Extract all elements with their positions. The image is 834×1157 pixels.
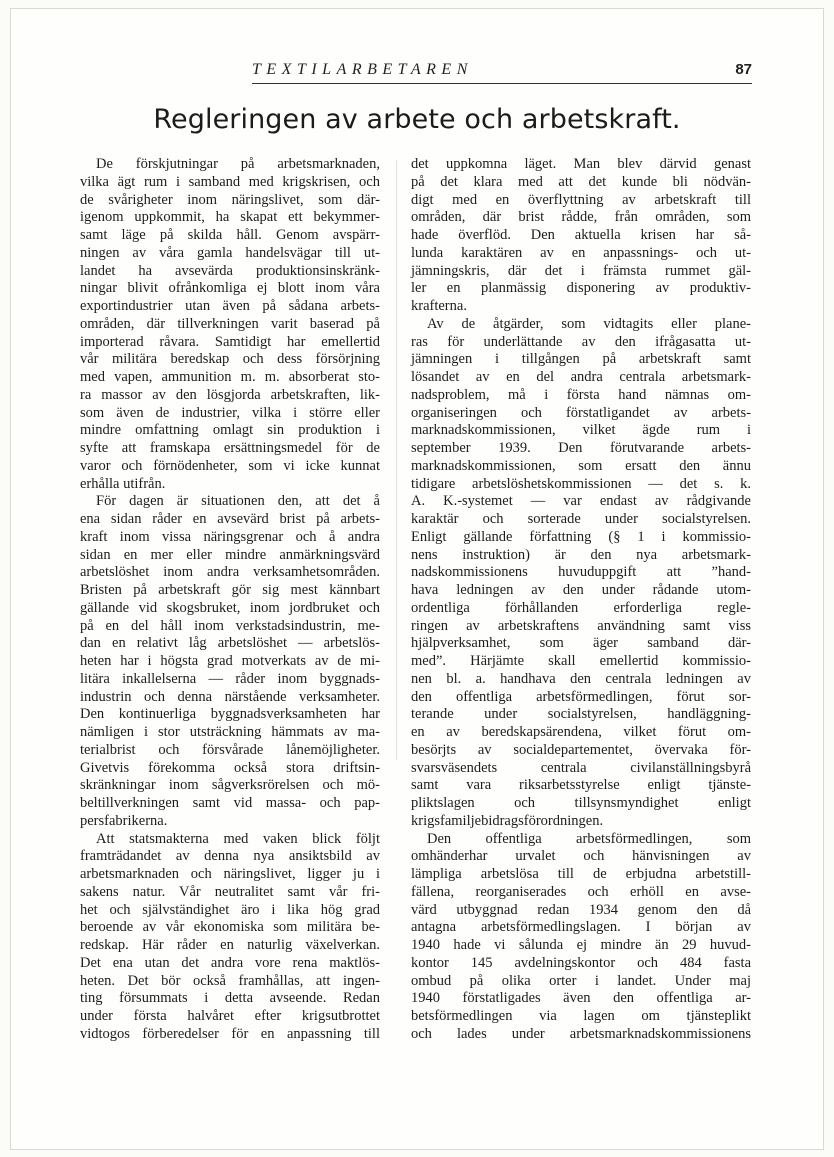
- left-column-line: Att statsmakterna med vaken blick följt: [96, 830, 380, 847]
- left-column-line: ningar blivit ofrånkomliga ej blott inom våra: [80, 280, 380, 297]
- right-column-line: det uppkomna läget. Man blev därvid genast: [411, 156, 751, 172]
- right-column-line: på det klara med att det kunde bli nödvän-: [411, 173, 751, 190]
- right-column-line: fällena, reorganiserades och erhöll en avse-: [411, 883, 751, 900]
- left-column-line: kraft inom vissa näringsgrenar och å andra: [80, 528, 380, 545]
- left-column-line: områden, där tillverkningen varit baserad på: [80, 315, 380, 332]
- left-column-line: arbetslöshet inom andra verksamhetsområden.: [80, 564, 380, 581]
- left-column-line: redskap. Här råder en naturlig växelverkan.: [80, 937, 380, 953]
- left-column-line: samt läge på skilda håll. Genom avspärr-: [80, 227, 380, 243]
- right-column-line: Av de åtgärder, som vidtagits eller plane-: [427, 315, 751, 332]
- right-column-line: svarsväsendets centrala civilanställningsbyrå: [411, 759, 751, 776]
- left-column-line: ningen av våra gamla handelsvägar till ut-: [80, 244, 380, 261]
- left-column-line: igenom uppkommit, ha skapat ett bekymmer-: [80, 209, 380, 226]
- right-column-line: jämningskris, där det i främsta rummet gäl-: [411, 262, 751, 279]
- right-column-line: krigsfamiljebidragsförordningen.: [411, 812, 604, 829]
- running-header: [252, 61, 752, 84]
- left-column-line: varor och förnödenheter, som vi icke kunnat: [80, 457, 380, 474]
- right-column-line: en av beredskapsärendena, vilket förut om-: [411, 724, 751, 740]
- left-column-line: mindre omfattning omlagt sin produktion i: [80, 422, 380, 439]
- left-column-line: under första halvåret efter krigsutbrottet: [80, 1008, 380, 1024]
- left-column-line: exportindustrier utan även på sådana arbets-: [80, 298, 380, 314]
- right-column-line: den offentliga arbetsförmedlingen, förut sor-: [411, 688, 751, 705]
- left-column-line: nämligen i stor utsträckning hämmats av ma-: [80, 724, 380, 740]
- left-column-line: industrin och denna närstående verksamheter.: [80, 688, 380, 705]
- right-column-line: ombud på olika orter i landet. Under maj: [411, 972, 751, 989]
- page-number: 87: [735, 61, 752, 78]
- right-column-line: organiseringen och förstatligandet av arbets-: [411, 404, 751, 421]
- right-column-line: ordentliga förhållanden erforderliga regle-: [411, 599, 751, 616]
- left-column-line: ting försummats i detta avseende. Redan: [80, 990, 380, 1007]
- right-column-line: 1940 hade vi sålunda ej mindre än 29 huvud-: [411, 937, 751, 953]
- right-column-line: marknadskommissionen, vilket ägde rum i: [411, 422, 751, 439]
- right-column-line: september 1939. Den förutvarande arbets-: [411, 440, 751, 456]
- left-column-line: landet ha avsevärda produktionsinskränk-: [80, 262, 380, 279]
- article-title: Regleringen av arbete och arbetskraft.: [153, 104, 681, 135]
- left-column-line: sidan en mer eller mindre anmärkningsvärd: [80, 546, 380, 563]
- right-column-line: lunda karaktären av en anpassnings- och ut-: [411, 244, 751, 261]
- column-divider: [396, 160, 397, 760]
- right-column-line: hade överflöd. Den aktuella krisen har så-: [411, 227, 751, 243]
- right-column-line: hava ledningen av den under rådande utom-: [411, 582, 751, 598]
- right-column-line: betsförmedlingen via lagen om tjänsteplikt: [411, 1008, 751, 1024]
- left-column-line: skränkningar inom sågverksrörelsen och mö-: [80, 777, 380, 794]
- right-column-line: tidigare arbetslöshetskommissionen — det s. k.: [411, 475, 751, 492]
- left-column-line: gällande vid skogsbruket, inom jordbruket och: [80, 599, 380, 616]
- right-column-line: Den offentliga arbetsförmedlingen, som: [427, 830, 751, 847]
- right-column-line: värd utbyggnad redan 1934 genom den då: [411, 901, 751, 918]
- left-column-line: Givetvis förekomma också stora driftsin-: [80, 759, 380, 776]
- right-column-line: nadskommissionens huvuduppgift att ”hand-: [411, 564, 751, 581]
- right-column-line: antagna arbetsförmedlingslagen. I början av: [411, 919, 751, 936]
- right-column-line: ras för underlättande av den ifrågasatta ut-: [411, 333, 751, 350]
- left-column-line: persfabrikerna.: [80, 812, 168, 829]
- right-column-line: områden, där brist rådde, från områden, som: [411, 209, 751, 226]
- right-column-line: besörjts av socialdepartementet, övervaka för-: [411, 741, 751, 758]
- left-column-line: importerad råvara. Samtidigt har emellertid: [80, 333, 380, 350]
- left-column-line: litära inkallelserna — råder inom byggnads-: [80, 670, 380, 687]
- left-column-line: framträdandet av denna nya ansiktsbild av: [80, 848, 380, 865]
- right-column-line: nens instruktion) är den nya arbetsmark-: [411, 546, 751, 563]
- right-column-line: lämpliga arbetslösa till de erbjudna arbetstill-: [411, 866, 751, 882]
- right-column-line: med”. Härjämte skall emellertid kommissio-: [411, 653, 751, 669]
- right-column-line: samt vara riksarbetsstyrelse enligt tjänste-: [411, 777, 751, 794]
- left-column: [80, 156, 380, 1044]
- right-column-line: marknadskommissionen, som ersatt den ännu: [411, 457, 751, 474]
- left-column-line: Den kontinuerliga byggnadsverksamheten har: [80, 706, 380, 723]
- left-column-line: ra massor av den lösgjorda arbetskraften, lik-: [80, 386, 380, 403]
- right-column-line: A. K.-systemet — var endast av rådgivande: [411, 493, 751, 510]
- right-column-line: nen bl. a. handhava den centrala ledningen av: [411, 670, 751, 687]
- right-column-line: karaktär och sorterade under socialstyrelsen.: [411, 511, 751, 527]
- left-column-line: vidtogos förberedelser för en anpassning till: [80, 1025, 380, 1042]
- right-column-line: ringen av arbetskraftens användning samt viss: [411, 617, 751, 634]
- right-column-line: 1940 förstatligades även den offentliga ar-: [411, 990, 751, 1007]
- left-column-line: terialbrist och försvårade lånemöjligheter.: [80, 741, 380, 758]
- right-column-line: ler en planmässig disponering av produktiv-: [411, 280, 751, 297]
- left-column-line: Det ena utan det andra vore rena maktlös-: [80, 954, 380, 971]
- left-column-line: För dagen är situationen den, att det å: [96, 493, 380, 510]
- right-column-line: och lades under arbetsmarknadskommissionens: [411, 1025, 751, 1042]
- left-column-line: het och självständighet äro i lika hög grad: [80, 901, 380, 918]
- left-column-line: arbetsmarknaden och näringslivet, ligger ju i: [80, 866, 380, 882]
- right-column-line: Enligt gällande författning (§ 1 i kommissio-: [411, 528, 751, 545]
- running-title: TEXTILARBETAREN: [252, 61, 473, 78]
- left-column-line: ena sidan råder en avsevärd brist på arbets-: [80, 511, 380, 527]
- left-column-line: De förskjutningar på arbetsmarknaden,: [96, 156, 380, 172]
- left-column-line: beroende av vår ekonomiska som militära be-: [80, 919, 380, 936]
- left-column-line: som även de industrier, vilka i större eller: [80, 404, 380, 421]
- left-column-line: sakens natur. Vår neutralitet samt vår fri-: [80, 883, 380, 900]
- right-column-line: digt med en överflyttning av arbetskraft till: [411, 191, 751, 208]
- right-column-line: jämningen i tillgången på arbetskraft samt: [411, 351, 751, 368]
- left-column-line: vår militära beredskap och dess försörjning: [80, 351, 380, 368]
- right-column-line: hjälpverksamhet, som äger samband där-: [411, 635, 751, 652]
- left-column-line: erhålla utifrån.: [80, 475, 166, 492]
- right-column: [411, 156, 751, 1044]
- right-column-line: krafterna.: [411, 298, 467, 314]
- right-column-line: pliktslagen och tillsynsmyndighet enligt: [411, 795, 751, 811]
- left-column-line: med vapen, ammunition m. m. absorberat sto-: [80, 369, 380, 385]
- left-column-line: beltillverkningen samt vid massa- och pap-: [80, 795, 380, 811]
- right-column-line: omhänderhar urvalet och hänvisningen av: [411, 848, 751, 865]
- left-column-line: Bristen på arbetskraft gör sig mest kännbart: [80, 582, 380, 598]
- left-column-line: heten har i högsta grad motverkats av de mi-: [80, 653, 380, 669]
- left-column-line: dan en relativt låg arbetslöshet — arbetslös-: [80, 635, 380, 652]
- left-column-line: de svårigheter inom näringslivet, som där-: [80, 191, 380, 208]
- left-column-line: syfte att framskapa ersättningsmedel för de: [80, 440, 380, 456]
- right-column-line: lösandet av en del andra centrala arbetsmark-: [411, 369, 751, 385]
- left-column-line: på en del håll inom verkstadsindustrin, me-: [80, 617, 380, 634]
- right-column-line: terande under socialstyrelsen, handläggning-: [411, 706, 751, 723]
- left-column-line: heten. Det bör också framhållas, att ingen-: [80, 972, 380, 989]
- right-column-line: nadsproblem, må i första hand nämnas om-: [411, 386, 751, 403]
- right-column-line: kontor 145 avdelningskontor och 484 fasta: [411, 954, 751, 971]
- left-column-line: vilka ägt rum i samband med krigskrisen, och: [80, 173, 380, 190]
